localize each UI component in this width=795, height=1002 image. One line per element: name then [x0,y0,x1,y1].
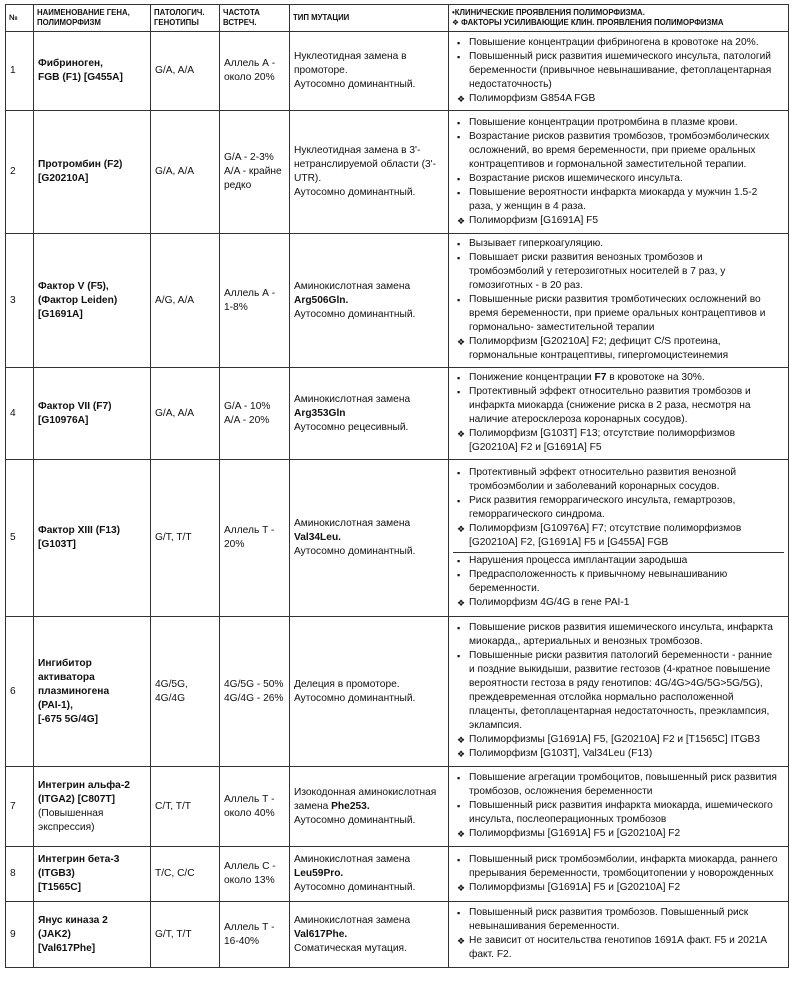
clinical-manifestations [449,902,789,968]
genotype-line: A/G, A/A [155,294,195,306]
mutation-line: Аминокислотная замена [294,854,411,865]
mutation-line: Нуклеотидная замена в 3'- [294,145,421,156]
genotype-line: G/A, A/A [155,65,195,76]
factor-item: ❖ Полиморфизмы [G1691A] F5, [G20210A] F2 и [T1565C] ITGB3 [457,734,761,745]
diamond-icon: ❖ [457,597,466,608]
diamond-icon: ❖ [457,749,466,759]
manifestation-item: ▪ Протективный эффект относительно развития венозной тромбоэмболии и заболеваний коронарных сосудов. [457,466,737,492]
mutation-line: Делеция в промоторе. [294,678,400,690]
mutation-line: Аминокислотная замена [294,914,411,926]
genotype-line: G/T, T/T [155,928,192,940]
frequency-line: 4G/4G - 26% [224,692,284,704]
bullet-icon: ▪ [457,37,461,48]
header-manifestations-line-2: ❖ ФАКТОРЫ УСИЛИВАЮЩИЕ КЛИН. ПРОЯВЛЕНИЯ ПОЛИМОРФИЗМА [452,18,724,27]
genotype-line: G/A, A/A [155,166,195,177]
frequency-line: Аллель А - [224,58,276,69]
bullet-icon: ▪ [457,373,461,383]
gene-name-line: экспрессия) [38,821,95,833]
manifestation-list [457,466,780,550]
gene-name-line: Фактор XIII (F13) [38,525,121,536]
genotype-line: C/T, T/T [155,800,192,812]
frequency [220,617,290,767]
mutation-line: промоторе. [294,65,348,76]
frequency [220,460,290,617]
mutation-type [290,847,449,902]
mutation-line: Аутосомно доминантный. [294,187,416,198]
table-row [6,460,789,617]
diamond-icon: ❖ [457,337,466,347]
header-genotype: ПАТОЛОГИЧ. ГЕНОТИПЫ [151,5,220,32]
manifestation-item: ▪ Вызывает гиперкоагуляцию. [457,238,604,249]
mutation-line: Аминокислотная замена [294,518,411,529]
frequency [220,847,290,902]
manifestation-list [457,771,780,841]
bullet-icon: ▪ [457,801,461,811]
gene-name-line: (JAK2) [38,928,71,940]
bullet-icon: ▪ [457,295,461,305]
factor-item: ❖ Полиморфизм 4G/4G в гене PAI-1 [457,596,630,608]
manifestation-item: ▪ Повышенные риски развития тромботических осложнений во время беременности, при приеме оральных контрацептивов и гормонально- заместительной терапии [457,294,766,333]
frequency-line: Аллель С - [224,861,276,872]
manifestation-item: ▪ Повышенный риск развития ишемического инсульта, патологий беременности (привычное невынашивание, фетоплацентарная недостаточность) [457,50,772,90]
manifestation-item: ▪ Повышенный риск развития тромбозов. Повышенный риск невынашивания беременности. [457,907,749,932]
clinical-manifestations [449,234,789,368]
mutation-line: Аутосомно доминантный. [294,692,416,704]
diamond-icon: ❖ [457,936,466,946]
frequency-line: 16-40% [224,935,260,947]
bullet-icon: ▪ [457,467,461,478]
genotype-line: T/C, C/C [155,868,195,879]
manifestation-block [453,465,784,552]
gene-name [34,368,151,460]
manifestation-item: ▪ Повышенные риски развития патологий беременности - ранние и поздние выкидыши, развитие гестозов (4-кратное повышение вероятности гестоза в ряду генотипов: 4G/4G>4G/5G>5G/5G), преждевременная отслойка нормально расположенной плаценты, фетоплацентарная недостаточность, преэклампсия, эклампсия. [457,650,773,731]
frequency-line: около 13% [224,875,275,886]
genotypes [151,847,220,902]
manifestation-item: ▪ Предрасположенность к привычному невынашиванию беременности. [457,568,728,594]
frequency-line: 1-8% [224,301,248,313]
mutation-type [290,617,449,767]
header-mutation-type: ТИП МУТАЦИИ [290,5,449,32]
bullet-icon: ▪ [457,773,461,783]
mutation-type [290,460,449,617]
mutation-line: Аминокислотная замена [294,280,411,292]
header-manifestations-line-1: •КЛИНИЧЕСКИЕ ПРОЯВЛЕНИЯ ПОЛИМОРФИЗМА. [452,8,645,17]
manifestation-list [457,853,780,895]
row-number: 3 [6,234,34,368]
mutation-code: Arg353Gln [294,407,346,419]
mutation-line: Аутосомно доминантный. [294,882,416,893]
gene-name-line: (ITGA2) [C807T] [38,793,115,805]
mutation-line: Аутосомно доминантный. [294,79,416,90]
bullet-icon: ▪ [457,908,461,918]
frequency [220,902,290,968]
clinical-manifestations [449,460,789,617]
bullet-icon: ▪ [457,239,461,249]
mutation-line: Аминокислотная замена [294,393,411,405]
factor-item: ❖ Не зависит от носительства генотипов 1691А факт. F5 и 2021А факт. F2. [457,935,768,960]
mutation-line: Аутосомно доминантный. [294,546,416,557]
manifestation-item: ▪ Повышение рисков развития ишемического инсульта, инфаркта миокарда,, артериальных и венозных тромбозов. [457,622,773,647]
manifestation-list [457,116,780,228]
clinical-manifestations [449,767,789,847]
table-row [6,902,789,968]
bullet-icon: ▪ [457,173,461,184]
manifestation-item: ▪ Протективный эффект относительно развития тромбозов и инфаркта миокарда (снижение риска в 2 раза, несмотря на наличие атеросклероза коронарных сосудов). [457,386,751,425]
table-row [6,234,789,368]
mutation-line: UTR). [294,173,322,184]
manifestation-block [453,35,784,108]
factor-item: ❖ Полиморфизм [G1691A] F5 [457,214,599,226]
frequency-line: около 20% [224,72,275,83]
table-row [6,847,789,902]
bullet-icon: ▪ [457,854,461,865]
manifestation-block [453,905,784,964]
frequency-line: A/A - крайне [224,166,282,177]
frequency-line: G/A - 2-3% [224,152,274,163]
manifestation-item: ▪ Понижение концентрации F7 в кровотоке на 30%. [457,372,705,383]
bullet-icon: ▪ [457,253,461,263]
genotype-line: 4G/5G, [155,678,188,690]
mutation-line: замена Phe253. [294,800,370,812]
table-row [6,767,789,847]
bullet-icon: ▪ [457,131,461,142]
factor-item: ❖ Полиморфизм [G103T], Val34Leu (F13) [457,748,653,759]
mutation-type [290,32,449,111]
gene-name-line: [T1565C] [38,882,82,893]
table-row [6,368,789,460]
header-frequency: ЧАСТОТА ВСТРЕЧ. [220,5,290,32]
gene-name-line: Интегрин бета-3 [38,854,120,865]
genotypes [151,460,220,617]
gene-name-line: Фибриноген, [38,58,104,69]
row-number: 1 [6,32,34,111]
bullet-icon: ▪ [457,387,461,397]
bullet-icon: ▪ [457,117,461,128]
genotype-line: 4G/4G [155,692,186,704]
diamond-icon: ❖ [457,429,466,439]
manifestation-list [457,554,780,610]
mutation-line: Соматическая мутация. [294,942,407,954]
mutation-type [290,902,449,968]
table-header-row [6,5,789,32]
genotypes [151,111,220,234]
manifestation-item: ▪ Повышает риски развития венозных тромбозов и тромбоэмболий у гетерозиготных носителей в 7 раз, у гомозиготных - в 20 раз. [457,252,726,291]
gene-name-line: FGB (F1) [G455A] [38,72,123,83]
gene-name-line: [Val617Phe] [38,942,96,954]
gene-name-line: Фактор VII (F7) [38,400,112,412]
diamond-icon: ❖ [457,215,466,226]
manifestation-block [453,852,784,897]
row-number: 9 [6,902,34,968]
gene-name-line: (Повышенная [38,807,104,819]
manifestation-item: ▪ Нарушения процесса имплантации зародыша [457,554,688,566]
manifestation-block [453,620,784,763]
header-gene: НАИМЕНОВАНИЕ ГЕНА, ПОЛИМОРФИЗМ [34,5,151,32]
bullet-icon: ▪ [457,187,461,198]
bullet-icon: ▪ [457,651,461,661]
mutation-code: Leu59Pro. [294,868,344,879]
diamond-icon: ❖ [457,882,466,893]
gene-name [34,617,151,767]
genotypes [151,902,220,968]
manifestation-item: ▪ Риск развития геморрагического инсульта, гемартрозов, геморрагического синдрома. [457,494,736,520]
mutation-type [290,767,449,847]
frequency-line: Аллель T - [224,525,275,536]
bullet-icon: ▪ [457,51,461,62]
clinical-manifestations [449,368,789,460]
frequency-line: 20% [224,539,245,550]
gene-name [34,847,151,902]
clinical-manifestations [449,847,789,902]
gene-name-line: [G103T] [38,539,76,550]
row-number: 7 [6,767,34,847]
gene-name [34,32,151,111]
factor-item: ❖ Полиморфизм [G10976A] F7; отсутствие полиморфизмов [G20210A] F2, [G1691A] F5 и [G455A] FGB [457,522,742,548]
mutation-line: Изокодонная аминокислотная [294,786,437,798]
mutation-line: Аутосомно рецесивный. [294,421,409,433]
manifestation-list [457,621,780,761]
frequency [220,234,290,368]
row-number: 2 [6,111,34,234]
frequency-line: Аллель Т - [224,793,275,805]
gene-name-line: (ITGB3) [38,868,75,879]
mutation-type [290,111,449,234]
row-number: 8 [6,847,34,902]
gene-name [34,902,151,968]
gene-name-line: (PAI-1), [38,699,73,711]
mutation-code: Val617Phe. [294,928,348,940]
bullet-icon: ▪ [457,623,461,633]
diamond-icon: ❖ [457,93,466,104]
frequency-line: Аллель А - [224,287,276,299]
manifestation-list [457,237,780,363]
clinical-manifestations [449,617,789,767]
frequency-line: 4G/5G - 50% [224,678,284,690]
row-number: 4 [6,368,34,460]
genotypes [151,32,220,111]
gene-name-line: Протромбин (F2) [38,159,123,170]
genotypes [151,368,220,460]
gene-name-line: [G20210A] [38,173,89,184]
diamond-icon: ❖ [457,735,466,745]
mutation-code: Phe253. [331,800,370,812]
diamond-icon: ❖ [457,523,466,534]
factor-item: ❖ Полиморфизмы [G1691A] F5 и [G20210A] F2 [457,881,681,893]
genotypes [151,234,220,368]
gene-name [34,767,151,847]
mutation-code: Arg506Gln. [294,294,349,306]
bullet-icon: ▪ [457,495,461,506]
table-row [6,111,789,234]
frequency-line: A/A - 20% [224,414,270,426]
mutation-type [290,368,449,460]
header-manifestations [449,5,789,32]
gene-name [34,460,151,617]
gene-name [34,111,151,234]
genotypes [151,617,220,767]
manifestation-item: ▪ Повышение концентрации протромбина в плазме крови. [457,116,738,128]
factor-item: ❖ Полиморфизм [G103T] F13; отсутствие полиморфизмов [G20210A] F2 и [G1691A] F5 [457,428,736,453]
diamond-icon: ❖ [457,829,466,839]
row-number: 6 [6,617,34,767]
gene-name-line: Фактор V (F5), [38,280,109,292]
manifestation-block [453,770,784,843]
mutation-line: нетранслируемой области (3'- [294,159,437,170]
polymorphism-table [5,4,789,968]
clinical-manifestations [449,111,789,234]
table-body [6,32,789,968]
mutation-type [290,234,449,368]
frequency-line: G/A - 10% [224,400,271,412]
gene-name-line: плазминогена [38,685,110,697]
mutation-line: Аутосомно доминантный. [294,308,416,320]
manifestation-item: ▪ Повышенный риск тромбоэмболии, инфаркта миокарда, раннего прерывания беременности, тромбоцитопении у новорожденных [457,853,778,879]
frequency [220,767,290,847]
manifestation-block [453,552,784,612]
table-row [6,32,789,111]
genotype-line: G/T, T/T [155,532,192,543]
frequency-line: около 40% [224,807,275,819]
frequency [220,111,290,234]
factor-item: ❖ Полиморфизм [G20210A] F2; дефицит C/S протеина, гормональные контрацептивы, гипергомоцистеинемия [457,336,729,361]
gene-name [34,234,151,368]
manifestation-item: ▪ Повышенный риск развития инфаркта миокарда, ишемического инсульта, послеоперационных тромбозов [457,800,773,825]
manifestation-item: ▪ Повышение вероятности инфаркта миокарда у мужчин 1.5-2 раза, у женщин в 4 раза. [457,186,758,212]
manifestation-block [453,370,784,457]
factor-item: ❖ Полиморфизмы [G1691A] F5 и [G20210A] F2 [457,828,681,839]
clinical-manifestations [449,32,789,111]
bullet-icon: ▪ [457,555,461,566]
frequency-line: редко [224,180,252,191]
gene-name-line: Интегрин альфа-2 [38,779,130,791]
header-num: № [6,5,34,32]
gene-name-line: Ингибитор активатора [38,657,95,683]
manifestation-list [457,36,780,106]
table-row [6,617,789,767]
bullet-icon: ▪ [457,569,461,580]
manifestation-list [457,371,780,455]
frequency [220,32,290,111]
gene-name-line: [G1691A] [38,308,83,320]
manifestation-block [453,236,784,365]
mutation-line: Аутосомно доминантный. [294,814,416,826]
manifestation-item: ▪ Повышение агрегации тромбоцитов, повышенный риск развития тромбозов, осложнения беременности [457,772,777,797]
gene-name-line: (Фактор Leiden) [38,294,118,306]
mutation-code: Val34Leu. [294,532,342,543]
gene-name-line: [G10976A] [38,414,89,426]
mutation-line: Нуклеотидная замена в [294,51,407,62]
factor-item: ❖ Полиморфизм G854A FGB [457,92,596,104]
frequency [220,368,290,460]
manifestation-block [453,115,784,230]
manifestation-item: ▪ Повышение концентрации фибриногена в кровотоке на 20%. [457,36,759,48]
gene-name-line: Янус киназа 2 [38,914,108,926]
frequency-line: Аллель Т - [224,921,275,933]
manifestation-item: ▪ Возрастание рисков ишемического инсульта. [457,172,683,184]
genotypes [151,767,220,847]
gene-name-line: [-675 5G/4G] [38,713,99,725]
row-number: 5 [6,460,34,617]
manifestation-list [457,906,780,962]
genotype-line: G/A, A/A [155,407,195,419]
manifestation-item: ▪ Возрастание рисков развития тромбозов, тромбоэмболических осложнений, во время беременности, при приеме оральных контрацептивов и гормональной заместительной терапии. [457,130,770,170]
